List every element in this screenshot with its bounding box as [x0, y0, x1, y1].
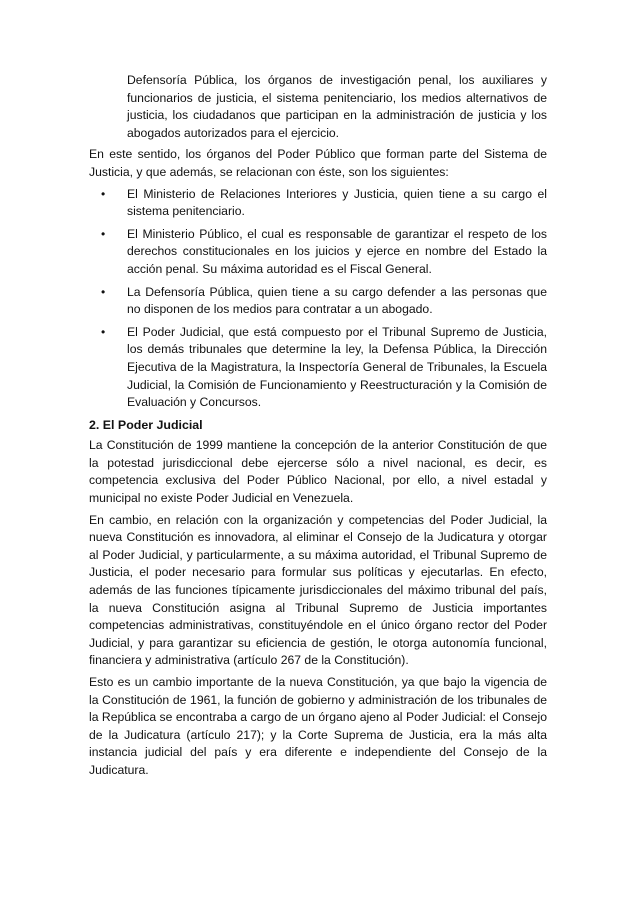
bullet-text: El Poder Judicial, que está compuesto por el Tribunal Supremo de Justicia, los demás tribunales que determine la ley, la Defensa Pública, la Dirección Ejecutiva de la Magistratura, la Inspectoría General de Tribunales, la Escuela Judicial, la Comisión de Funcionamiento y Reestructuración y la Comisión de Evaluación y Concursos.	[127, 324, 547, 410]
bullet-text: La Defensoría Pública, quien tiene a su cargo defender a las personas que no disponen de los medios para contratar a un abogado.	[127, 284, 547, 317]
bullet-icon: •	[101, 324, 106, 339]
intro-paragraph: En este sentido, los órganos del Poder Público que forman parte del Sistema de Justicia, y que además, se relacionan con éste, son los siguientes:	[89, 147, 547, 179]
bullet-text: El Ministerio Público, el cual es responsable de garantizar el respeto de los derechos constitucionales en los juicios y ejerce en nombre del Estado la acción penal. Su máxima autoridad es el Fiscal General.	[127, 226, 547, 276]
continuation-paragraph: Defensoría Pública, los órganos de investigación penal, los auxiliares y funcionarios de justicia, el sistema penitenciario, los medios alternativos de justicia, los ciudadanos que participan en la administración de justicia y los abogados autorizados para el ejercicio.	[127, 73, 547, 140]
bullet-list	[89, 186, 547, 412]
bullet-item	[89, 284, 547, 319]
document-page	[89, 72, 547, 784]
section-heading: 2. El Poder Judicial	[89, 417, 203, 432]
section-paragraph: En cambio, en relación con la organización y competencias del Poder Judicial, la nueva Constitución es innovadora, al eliminar el Consejo de la Judicatura y otorgar al Poder Judicial, y particularmente, a su máxima autoridad, el Tribunal Supremo de Justicia, el poder necesario para formular sus políticas y ejecutarlas. En efecto, además de las funciones típicamente jurisdiccionales del máximo tribunal del país, la nueva Constitución asigna al Tribunal Supremo de Justicia importantes competencias administrativas, constituyéndole en el único órgano rector del Poder Judicial, y para garantizar su eficiencia de gestión, le otorga autonomía funcional, financiera y administrativa (artículo 267 de la Constitución).	[89, 512, 547, 668]
bullet-text: El Ministerio de Relaciones Interiores y Justicia, quien tiene a su cargo el sistema penitenciario.	[127, 186, 547, 219]
bullet-item	[89, 226, 547, 279]
bullet-item	[89, 324, 547, 412]
section-paragraph: La Constitución de 1999 mantiene la concepción de la anterior Constitución de que la potestad jurisdiccional debe ejercerse sólo a nivel nacional, es decir, es competencia exclusiva del Poder Público Nacional, por ello, a nivel estadal y municipal no existe Poder Judicial en Venezuela.	[89, 438, 547, 506]
bullet-icon: •	[101, 226, 106, 241]
bullet-icon: •	[101, 186, 106, 201]
bullet-icon: •	[101, 284, 106, 299]
section-paragraph: Esto es un cambio importante de la nueva Constitución, ya que bajo la vigencia de la Constitución de 1961, la función de gobierno y administración de los tribunales de la República se encontraba a cargo de un órgano ajeno al Poder Judicial: el Consejo de la Judicatura (artículo 217); y la Corte Suprema de Justicia, era la más alta instancia judicial del país y era diferente e independiente del Consejo de la Judicatura.	[89, 675, 547, 777]
bullet-item	[89, 186, 547, 221]
